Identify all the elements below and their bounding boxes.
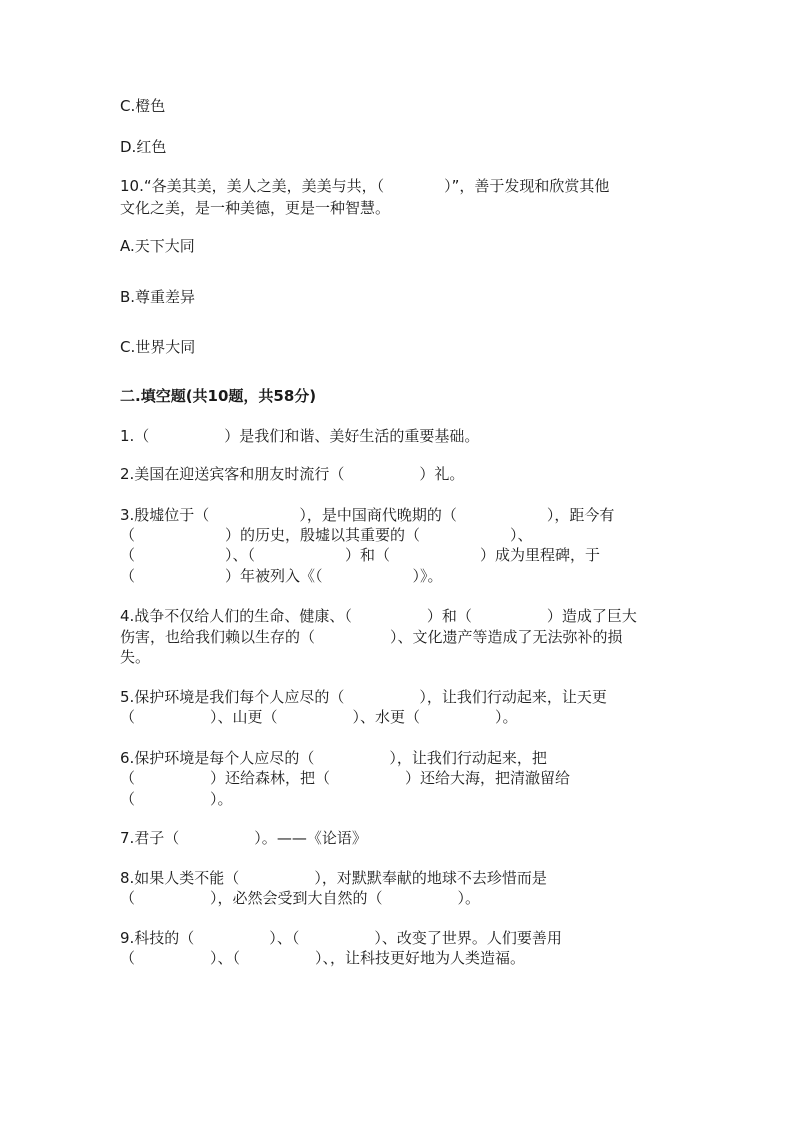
- fill-q4-line-1: 4.战争不仅给人们的生命、健康、（ ）和（ ）造成了巨大: [120, 607, 637, 625]
- option-c-orange: C.橙色: [120, 97, 166, 115]
- fill-q1-line-1: 1.（ ）是我们和谐、美好生活的重要基础。: [120, 427, 480, 445]
- fill-q5-line-2: （ ）、山更（ ）、水更（ ）。: [120, 708, 518, 726]
- section-title: 二.填空题(共10题，共58分): [120, 387, 317, 405]
- fill-q7-line-1: 7.君子（ ）。——《论语》: [120, 829, 367, 847]
- fill-q2-line-1: 2.美国在迎送宾客和朋友时流行（ ）礼。: [120, 465, 465, 483]
- fill-q9-line-1: 9.科技的（ ）、（ ）、改变了世界。人们要善用: [120, 929, 562, 947]
- option-d-red: D.红色: [120, 138, 167, 156]
- fill-q6-line-2: （ ）还给森林，把（ ）还给大海，把清澈留给: [120, 769, 571, 787]
- fill-q3-line-4: （ ）年被列入《（ ）》。: [120, 567, 443, 585]
- fill-q9-line-2: （ ）、（ ）、，让科技更好地为人类造福。: [120, 949, 526, 967]
- q10-option-b: B.尊重差异: [120, 288, 196, 306]
- fill-q3-line-1: 3.殷墟位于（ ），是中国商代晚期的（ ），距今有: [120, 506, 615, 524]
- q10-option-a: A.天下大同: [120, 237, 195, 255]
- fill-q3-line-3: （ ）、（ ）和（ ）成为里程碑，于: [120, 546, 601, 564]
- fill-q8-line-1: 8.如果人类不能（ ），对默默奉献的地球不去珍惜而是: [120, 869, 547, 887]
- fill-q3-line-2: （ ）的历史，殷墟以其重要的（ ）、: [120, 526, 533, 544]
- q10-line-2: 文化之美，是一种美德，更是一种智慧。: [120, 199, 391, 217]
- q10-option-c: C.世界大同: [120, 338, 196, 356]
- fill-q6-line-3: （ ）。: [120, 790, 233, 808]
- fill-q4-line-2: 伤害，也给我们赖以生存的（ ）、文化遗产等造成了无法弥补的损: [120, 628, 623, 646]
- q10-line-1: 10.“各美其美，美人之美，美美与共，（ ）”，善于发现和欣赏其他: [120, 177, 610, 195]
- fill-q5-line-1: 5.保护环境是我们每个人应尽的（ ），让我们行动起来，让天更: [120, 688, 607, 706]
- fill-q6-line-1: 6.保护环境是每个人应尽的（ ），让我们行动起来，把: [120, 749, 547, 767]
- fill-q4-line-3: 失。: [120, 648, 151, 666]
- fill-q8-line-2: （ ），必然会受到大自然的（ ）。: [120, 889, 481, 907]
